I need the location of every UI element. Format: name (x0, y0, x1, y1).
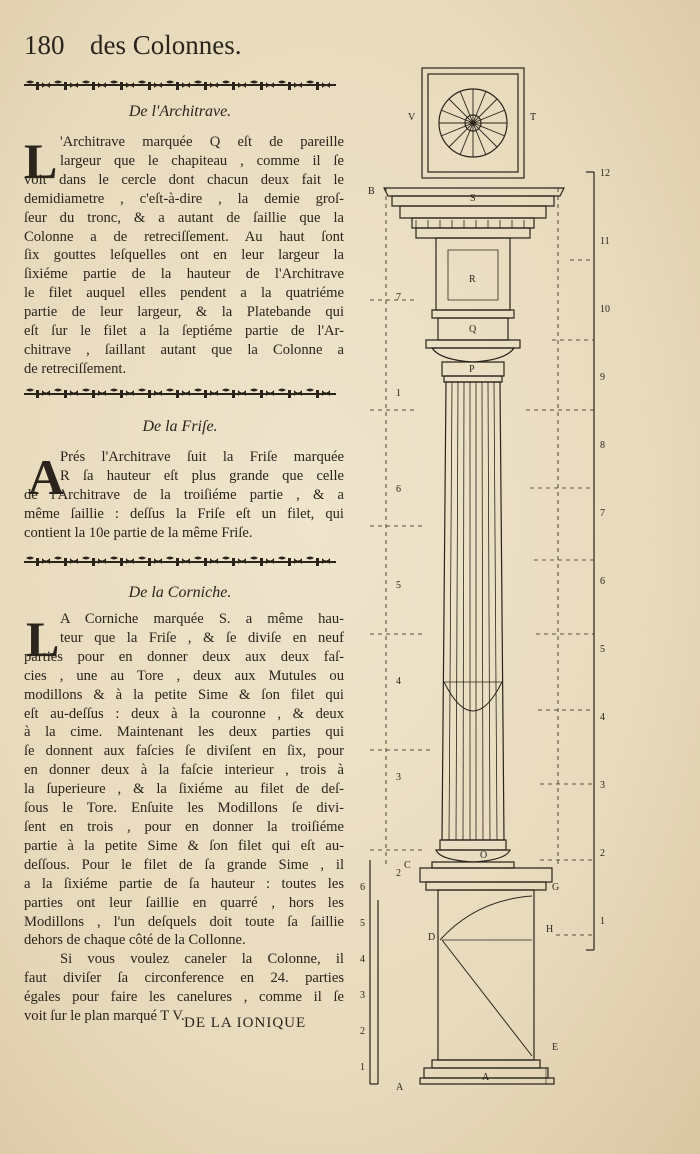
page-number: 180 (24, 30, 65, 60)
scale-number: 4 (600, 712, 605, 723)
scale-number: 6 (600, 576, 605, 587)
text-line: voit ſur le plan marqué T V. (24, 1008, 185, 1025)
scale-number: 1 (360, 1062, 365, 1073)
scale-number: 2 (600, 848, 605, 859)
scale-number: 4 (360, 954, 365, 965)
text-line: eſt ſur le filet a la ſeptiéme partie de l'Ar- (24, 323, 344, 340)
text-line: Modillons , l'un deſquels doit toute ſa ſaillie (24, 913, 344, 930)
figure-label: T (530, 112, 537, 123)
text-line: a la ſixiéme partie de ſa hauteur : toutes les (24, 875, 344, 892)
ornament-band (24, 79, 336, 93)
text-line: ſix gouttes leſquelles ont en leur largeur la (24, 247, 344, 264)
figure-label: P (469, 364, 475, 375)
text-line: voit dans le cercle dont chacun deux fait le (24, 171, 344, 188)
text-line: ſe donnent aux faſcies ſe diviſent en ſix, pour (24, 743, 344, 760)
text-line: partie à la petite Sime & ſon filet qui eſt au- (24, 837, 344, 854)
text-line: Colonne a de retreciſſement. Au haut ſont (24, 228, 344, 245)
figure-label: D (428, 932, 436, 943)
text-line: modillons & à la petite Sime & ſon filet qui (24, 686, 344, 703)
ornament-band (24, 555, 336, 569)
text-line: contient la 10e partie de la même Friſe. (24, 524, 253, 541)
text-line: partie de leur largeur, & la Platebande qui (24, 304, 344, 321)
text-line: Si vous voulez caneler la Colonne, il (60, 951, 344, 968)
figure-label: O (480, 850, 488, 861)
scale-number: 5 (600, 644, 605, 655)
text-line: à la cime. Maintenant les deux parties qui (24, 724, 344, 741)
scale-number: 9 (600, 372, 605, 383)
paragraph-corniche (24, 610, 344, 1026)
text-line: ſeur du tronc, & a autant de ſaillie que la (24, 209, 344, 226)
figure-label: A (482, 1072, 490, 1083)
text-line: faut diviſer ſa circonference en 24. parties (24, 970, 344, 987)
text-line: demidiametre , c'eſt-à-dire , la demie groſ- (24, 190, 344, 207)
text-line: ſent en trois , pour en donner la troiſiéme (24, 818, 344, 835)
scale-number: 3 (396, 772, 401, 783)
figure-label: B (368, 186, 375, 197)
scale-number: 7 (396, 292, 401, 303)
text-line: de l'Architrave de la troiſiéme partie , & a (24, 486, 344, 503)
scale-number: 3 (360, 990, 365, 1001)
figure-label: C (404, 860, 411, 871)
scale-number: 1 (396, 388, 401, 399)
text-line: ſixiéme partie de la hauteur de l'Architrave (24, 266, 344, 283)
scale-number: 7 (600, 508, 605, 519)
running-title: des Colonnes. (90, 30, 242, 60)
text-line: parties pour en donner deux aux deux faſ- (24, 648, 344, 665)
figure-label: Q (469, 324, 477, 335)
scale-number: 11 (600, 236, 610, 247)
section-heading-frise: De la Friſe. (142, 418, 218, 435)
text-line: de retreciſſement. (24, 360, 127, 377)
page-header (24, 28, 354, 68)
text-line: même ſaillie : deſſus la Friſe eſt un filet, qui (24, 505, 344, 522)
text-line: eſt au-deſſus : deux à la couronne , & deux (24, 705, 344, 722)
scale-number: 1 (600, 916, 605, 927)
figure-label: H (546, 924, 554, 935)
text-line: le filet auquel elles pendent a la quatriéme (24, 285, 344, 302)
scale-number: 4 (396, 676, 401, 687)
text-line: dehors de chaque côté de la Collonne. (24, 932, 246, 949)
text-line: parties ont leur ſaillie en quarré , hors les (24, 894, 344, 911)
doric-column-figure (356, 60, 700, 1154)
figure-label: S (470, 193, 476, 204)
text-line: la ſuperieure , & la ſixiéme au filet de deſ- (24, 781, 344, 798)
catchword: DE LA IONIQUE (184, 1015, 307, 1031)
section-heading-architrave: De l'Architrave. (128, 103, 232, 120)
scale-number: 5 (360, 918, 365, 929)
text-line: R ſa hauteur eſt plus grande que celle (60, 467, 344, 484)
text-line: A Corniche marquée S. a même hau- (60, 611, 344, 627)
section-heading-corniche: De la Corniche. (128, 584, 232, 601)
text-line: chitrave , ſaillant autant que la Colonne a (24, 341, 344, 358)
drop-cap: L (24, 133, 58, 189)
text-line: ſous le Tore. Enſuite les Modillons ſe divi- (24, 800, 344, 817)
scale-number: 5 (396, 580, 401, 591)
paragraph-frise (24, 448, 344, 543)
text-line: 'Architrave marquée Q eſt de pareille (60, 134, 344, 150)
figure-label: A (396, 1082, 404, 1093)
column-engraving (356, 60, 700, 1154)
scale-number: 2 (360, 1026, 365, 1037)
figure-label: G (552, 882, 560, 893)
text-line: en donner deux à la faſcie interieur , trois à (24, 762, 344, 779)
text-line: égales pour faire les canelures , comme il ſe (24, 989, 344, 1006)
text-line: deſſous. Pour le filet de ſa grande Sime , il (24, 856, 344, 873)
drop-cap: A (28, 449, 65, 505)
text-line: cies , une au Tore , deux aux Mutules ou (24, 667, 344, 684)
text-line: Prés l'Architrave ſuit la Friſe marquée (60, 449, 344, 465)
paragraph-architrave (24, 133, 344, 379)
scale-number: 8 (600, 440, 605, 451)
figure-label: V (408, 112, 416, 123)
ornament-band (24, 387, 336, 401)
scale-number: 3 (600, 780, 605, 791)
text-line: teur que la Friſe , & ſe diviſe en neuf (60, 629, 344, 646)
text-line: largeur que le chapiteau , comme il ſe (60, 152, 344, 169)
scale-number: 6 (396, 484, 401, 495)
scale-number: 2 (396, 868, 401, 879)
drop-cap: L (26, 611, 60, 667)
figure-label: R (469, 274, 476, 285)
scale-number: 10 (600, 304, 610, 315)
scale-number: 6 (360, 882, 365, 893)
scale-number: 12 (600, 168, 610, 179)
figure-label: E (552, 1042, 559, 1053)
